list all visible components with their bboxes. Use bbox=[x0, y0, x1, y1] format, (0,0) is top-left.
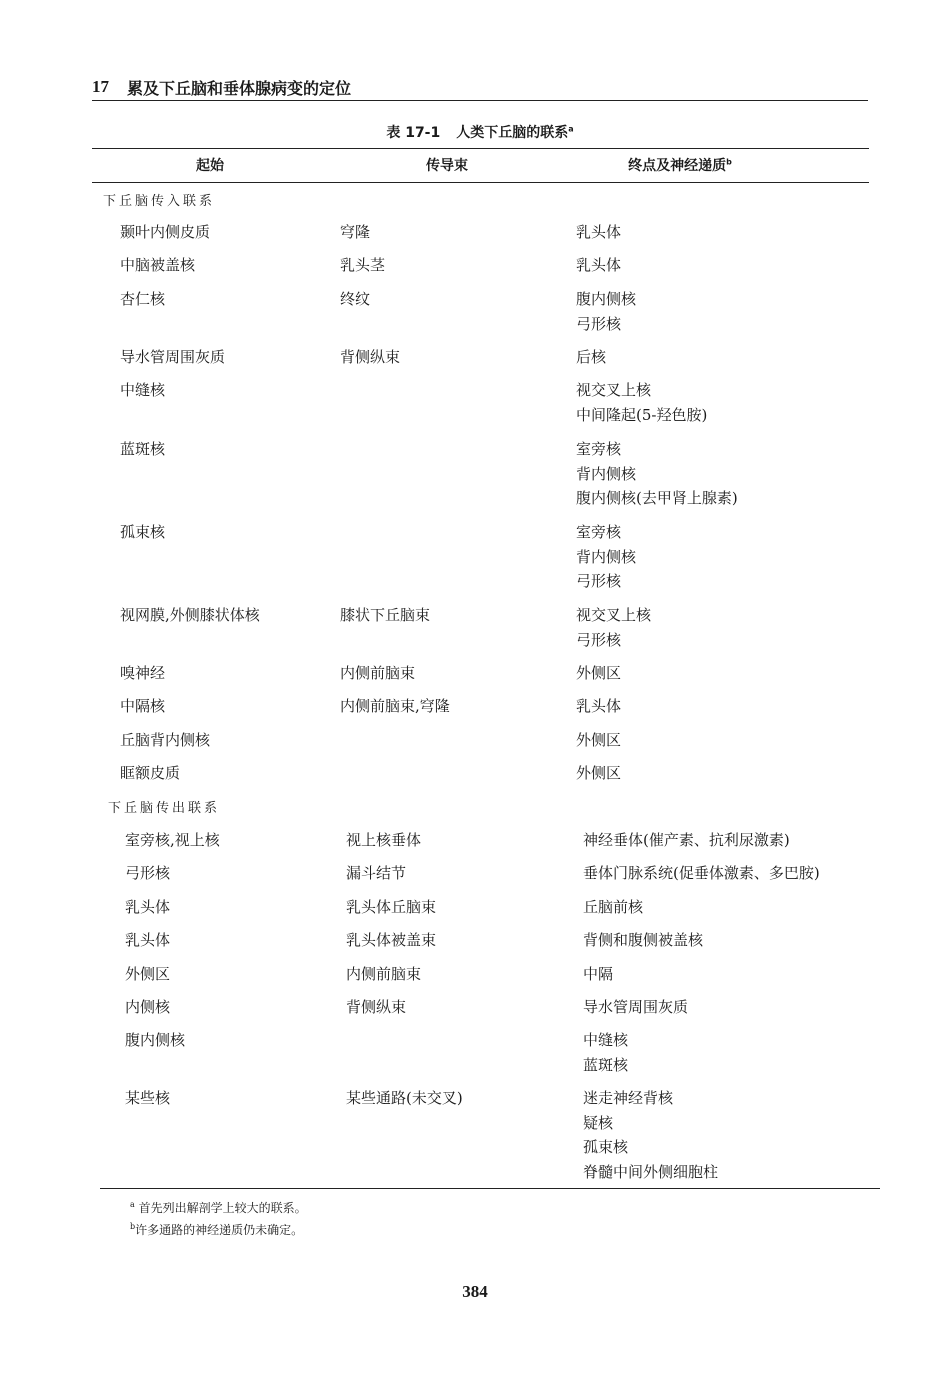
footnote-a-text: 首先列出解剖学上较大的联系。 bbox=[138, 1201, 307, 1215]
origin-cell bbox=[120, 378, 165, 403]
target-text: 腹内侧核 bbox=[576, 290, 637, 308]
target-cell bbox=[576, 761, 621, 786]
origin-cell bbox=[120, 437, 165, 462]
origin-cell bbox=[125, 962, 170, 987]
tract-cell bbox=[346, 861, 406, 886]
target-text: 室旁核 bbox=[576, 523, 622, 541]
target-cell bbox=[576, 378, 707, 427]
tract-text: 终纹 bbox=[340, 290, 371, 308]
target-text: 外侧区 bbox=[576, 664, 622, 682]
origin-cell bbox=[120, 345, 225, 370]
target-cell bbox=[583, 962, 613, 987]
target-text: 垂体门脉系统(促垂体激素、多巴胺) bbox=[583, 864, 820, 882]
target-text: 背侧和腹侧被盖核 bbox=[583, 931, 704, 949]
origin-text: 某些核 bbox=[125, 1089, 171, 1107]
table-caption-label: 表 17-1 bbox=[386, 125, 441, 141]
target-cell bbox=[576, 287, 636, 336]
tract-text: 视上核垂体 bbox=[346, 831, 422, 849]
target-cell bbox=[576, 520, 636, 594]
target-text: 背内侧核 bbox=[576, 464, 637, 483]
target-cell bbox=[576, 345, 606, 370]
footnote-a-mark: a bbox=[130, 1200, 135, 1209]
target-cell bbox=[583, 928, 703, 953]
target-text: 视交叉上核 bbox=[576, 381, 652, 399]
tract-cell bbox=[340, 287, 370, 312]
afferent-section-label: 下丘脑传入联系 bbox=[103, 194, 216, 209]
target-text: 弓形核 bbox=[576, 314, 622, 333]
origin-text: 杏仁核 bbox=[120, 290, 166, 308]
origin-text: 内侧核 bbox=[125, 998, 171, 1016]
footnote-b-text: 许多通路的神经递质仍未确定。 bbox=[135, 1223, 304, 1237]
origin-cell bbox=[120, 728, 210, 753]
target-text: 外侧区 bbox=[576, 731, 622, 749]
footnote-a bbox=[130, 1197, 307, 1219]
origin-text: 腹内侧核 bbox=[125, 1031, 186, 1049]
tract-text: 内侧前脑束 bbox=[340, 664, 416, 682]
target-text: 外侧区 bbox=[576, 764, 622, 782]
target-cell bbox=[583, 1086, 718, 1184]
tract-cell bbox=[346, 995, 406, 1020]
tract-text: 内侧前脑束 bbox=[346, 965, 422, 983]
target-cell bbox=[583, 828, 790, 853]
chapter-number: 17 bbox=[92, 77, 109, 96]
origin-cell bbox=[125, 828, 220, 853]
origin-cell bbox=[120, 253, 195, 278]
origin-text: 弓形核 bbox=[125, 864, 171, 882]
target-text: 中缝核 bbox=[583, 1031, 629, 1049]
tract-text: 内侧前脑束,穹隆 bbox=[340, 697, 450, 715]
target-text: 视交叉上核 bbox=[576, 606, 652, 624]
target-text: 背内侧核 bbox=[576, 547, 637, 566]
origin-text: 嗅神经 bbox=[120, 664, 166, 682]
tract-text: 背侧纵束 bbox=[340, 348, 401, 366]
target-cell bbox=[576, 253, 621, 278]
target-text: 乳头体 bbox=[576, 697, 622, 715]
origin-cell bbox=[125, 1086, 170, 1111]
efferent-section-label: 下丘脑传出联系 bbox=[108, 801, 221, 816]
origin-text: 外侧区 bbox=[125, 965, 171, 983]
origin-cell bbox=[120, 287, 165, 312]
origin-text: 颞叶内侧皮质 bbox=[120, 223, 211, 241]
tract-cell bbox=[340, 603, 430, 628]
target-cell bbox=[576, 220, 621, 245]
origin-cell bbox=[125, 895, 170, 920]
origin-cell bbox=[120, 761, 180, 786]
origin-text: 蓝斑核 bbox=[120, 440, 166, 458]
target-text: 弓形核 bbox=[576, 572, 622, 590]
page-number: 384 bbox=[462, 1282, 488, 1301]
origin-text: 中缝核 bbox=[120, 381, 166, 399]
tract-cell bbox=[346, 1086, 463, 1111]
origin-cell bbox=[120, 520, 165, 545]
target-text: 迷走神经背核 bbox=[583, 1089, 674, 1107]
target-cell bbox=[583, 1028, 628, 1077]
origin-cell bbox=[120, 603, 260, 628]
column-header-target bbox=[590, 155, 770, 175]
caption-note-mark: a bbox=[568, 124, 574, 134]
target-text: 神经垂体(催产素、抗利尿激素) bbox=[583, 831, 790, 849]
target-note-mark: b bbox=[726, 157, 732, 167]
target-text: 中隔 bbox=[583, 965, 614, 983]
target-cell bbox=[576, 694, 621, 719]
tract-cell bbox=[340, 253, 385, 278]
origin-cell bbox=[120, 220, 210, 245]
chapter-header bbox=[92, 74, 868, 101]
target-cell bbox=[583, 895, 643, 920]
footnote-b-mark: b bbox=[130, 1222, 136, 1231]
tract-cell bbox=[340, 694, 450, 719]
target-text: 中间隆起(5-羟色胺) bbox=[576, 405, 708, 424]
table-bottom-rule bbox=[100, 1188, 880, 1189]
target-cell bbox=[576, 437, 738, 511]
origin-cell bbox=[120, 661, 165, 686]
tract-text: 背侧纵束 bbox=[346, 998, 407, 1016]
origin-text: 视网膜,外侧膝状体核 bbox=[120, 606, 260, 624]
target-text: 弓形核 bbox=[576, 630, 622, 649]
tract-text: 乳头体被盖束 bbox=[346, 931, 437, 949]
target-cell bbox=[583, 995, 688, 1020]
target-cell bbox=[576, 661, 621, 686]
tract-cell bbox=[340, 345, 400, 370]
chapter-title: 累及下丘脑和垂体腺病变的定位 bbox=[127, 78, 352, 98]
column-header-target-label: 终点及神经递质 bbox=[628, 158, 727, 174]
table-caption bbox=[92, 122, 868, 142]
tract-text: 漏斗结节 bbox=[346, 864, 407, 882]
origin-cell bbox=[120, 694, 165, 719]
origin-text: 乳头体 bbox=[125, 898, 171, 916]
origin-text: 丘脑背内侧核 bbox=[120, 731, 211, 749]
column-header-tract: 传导束 bbox=[426, 158, 468, 174]
target-cell bbox=[576, 603, 651, 652]
origin-text: 室旁核,视上核 bbox=[125, 831, 220, 849]
origin-cell bbox=[125, 928, 170, 953]
column-header-origin: 起始 bbox=[196, 158, 224, 174]
target-text: 室旁核 bbox=[576, 440, 622, 458]
tract-text: 乳头体丘脑束 bbox=[346, 898, 437, 916]
origin-text: 乳头体 bbox=[125, 931, 171, 949]
target-text: 丘脑前核 bbox=[583, 898, 644, 916]
tract-cell bbox=[340, 661, 415, 686]
tract-cell bbox=[346, 928, 436, 953]
target-text: 导水管周围灰质 bbox=[583, 998, 689, 1016]
origin-text: 导水管周围灰质 bbox=[120, 348, 226, 366]
target-text: 乳头体 bbox=[576, 223, 622, 241]
table-caption-title: 人类下丘脑的联系 bbox=[456, 125, 569, 141]
origin-text: 中脑被盖核 bbox=[120, 256, 196, 274]
footnote-b bbox=[130, 1219, 307, 1241]
tract-cell bbox=[340, 220, 370, 245]
origin-cell bbox=[125, 1028, 185, 1053]
origin-text: 孤束核 bbox=[120, 523, 166, 541]
origin-cell bbox=[125, 995, 170, 1020]
target-text: 腹内侧核(去甲肾上腺素) bbox=[576, 489, 738, 507]
tract-text: 乳头茎 bbox=[340, 256, 386, 274]
origin-text: 眶额皮质 bbox=[120, 764, 181, 782]
table-header-rule bbox=[92, 182, 869, 183]
tract-text: 膝状下丘脑束 bbox=[340, 606, 431, 624]
target-cell bbox=[583, 861, 820, 886]
target-text: 疑核 bbox=[583, 1113, 614, 1132]
table-top-rule bbox=[92, 148, 869, 149]
target-text: 脊髓中间外侧细胞柱 bbox=[583, 1162, 719, 1181]
footnotes bbox=[130, 1197, 307, 1241]
target-text: 后核 bbox=[576, 348, 607, 366]
target-text: 孤束核 bbox=[583, 1138, 629, 1156]
tract-cell bbox=[346, 895, 436, 920]
tract-cell bbox=[346, 828, 421, 853]
target-text: 乳头体 bbox=[576, 256, 622, 274]
tract-cell bbox=[346, 962, 421, 987]
target-cell bbox=[576, 728, 621, 753]
tract-text: 穹隆 bbox=[340, 223, 371, 241]
target-text: 蓝斑核 bbox=[583, 1055, 629, 1074]
tract-text: 某些通路(未交叉) bbox=[346, 1089, 463, 1107]
origin-text: 中隔核 bbox=[120, 697, 166, 715]
origin-cell bbox=[125, 861, 170, 886]
